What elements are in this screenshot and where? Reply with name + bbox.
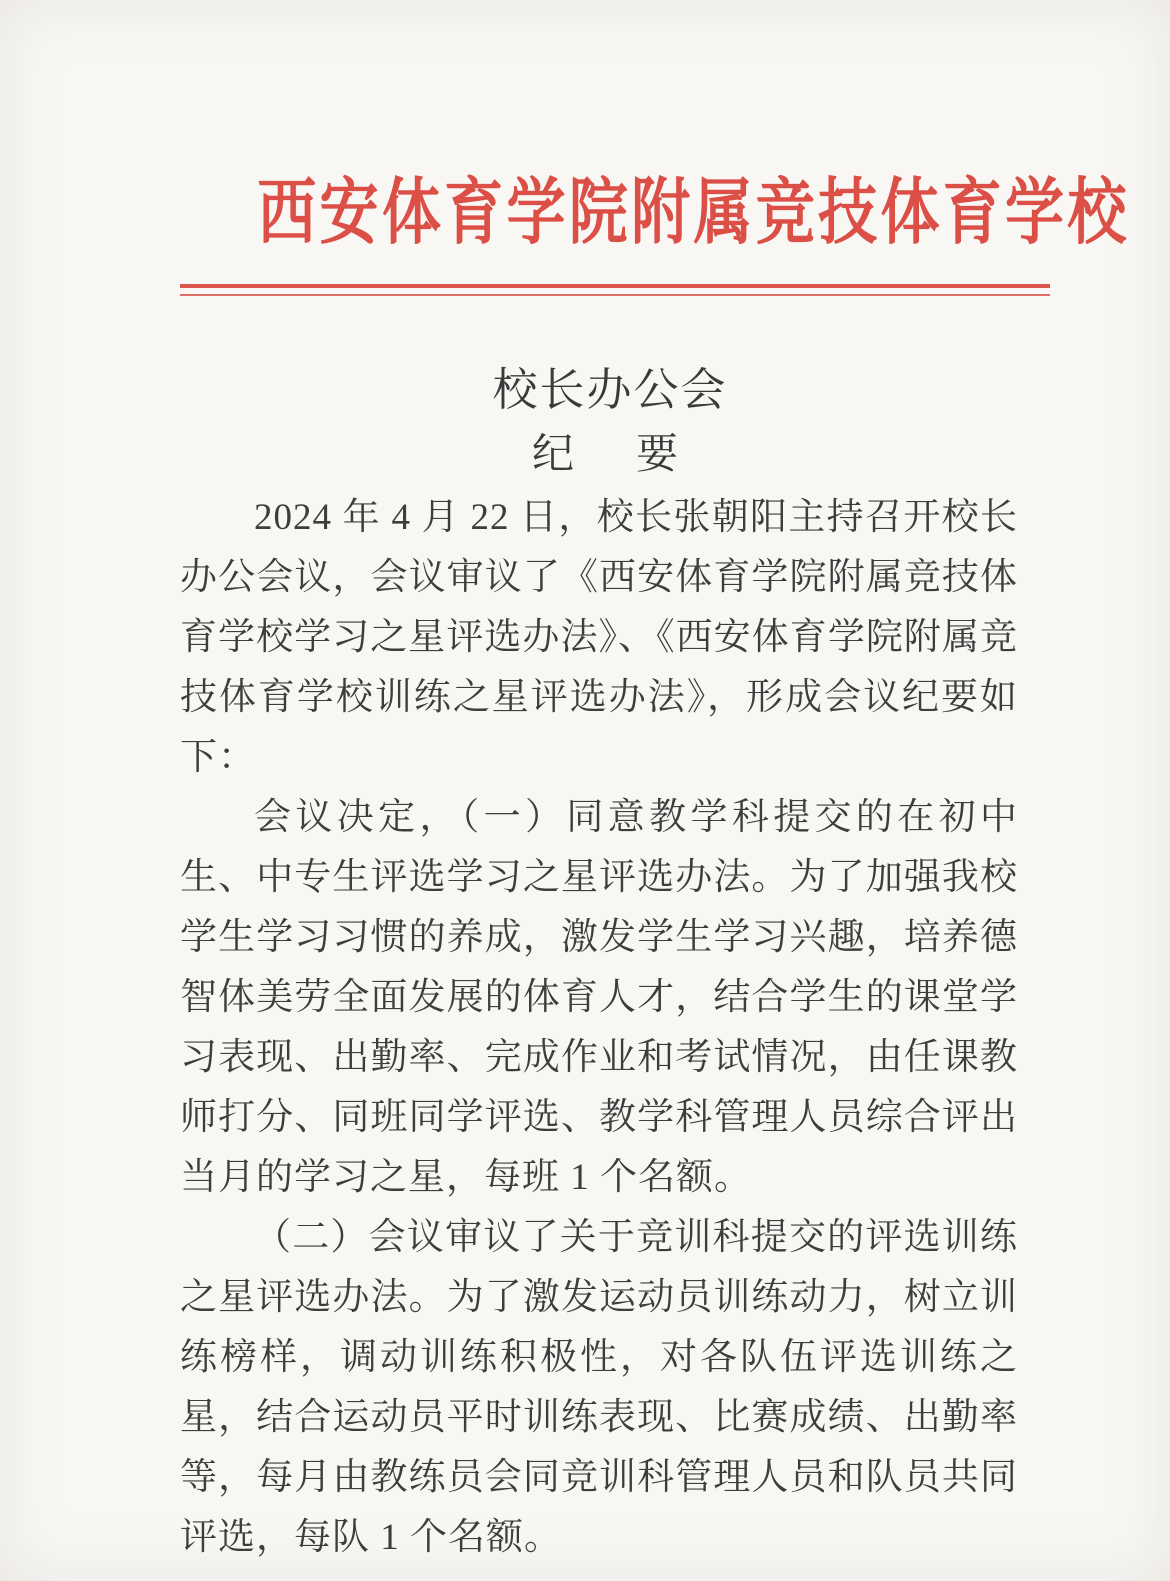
doc-body bbox=[180, 488, 1018, 1568]
letterhead: 西安体育学院附属竞技体育学校 bbox=[257, 173, 1130, 253]
paragraph-item-1: 会议决定，（一）同意教学科提交的在初中生、中专生评选学习之星评选办法。为了加强我校学生学习习惯的养成，激发学生学习兴趣，培养德智体美劳全面发展的体育人才，结合学生的课堂学习表现、出勤率、完成作业和考试情况，由任课教师打分、同班同学评选、教学科管理人员综合评出当月的学习之星，每班 1 个名额。 bbox=[180, 797, 1018, 1198]
doc-title: 校长办公会 bbox=[492, 365, 728, 415]
letterhead-rule-thick bbox=[180, 284, 1050, 288]
paragraph-item-2: （二）会议审议了关于竞训科提交的评选训练之星评选办法。为了激发运动员训练动力，树立训练榜样，调动训练积极性，对各队伍评选训练之星，结合运动员平时训练表现、比赛成绩、出勤率等，每月由教练员会同竞训科管理人员和队员共同评选，每队 1 个名额。 bbox=[180, 1217, 1018, 1558]
letterhead-rule-thin bbox=[180, 294, 1050, 296]
paragraph-intro: 2024 年 4 月 22 日，校长张朝阳主持召开校长办公会议，会议审议了《西安体育学院附属竞技体育学校学习之星评选办法》、《西安体育学院附属竞技体育学校训练之星评选办法》，形成会议纪要如下： bbox=[180, 497, 1018, 778]
letterhead-rule bbox=[180, 284, 1050, 296]
doc-subtitle: 纪 要 bbox=[531, 432, 688, 478]
